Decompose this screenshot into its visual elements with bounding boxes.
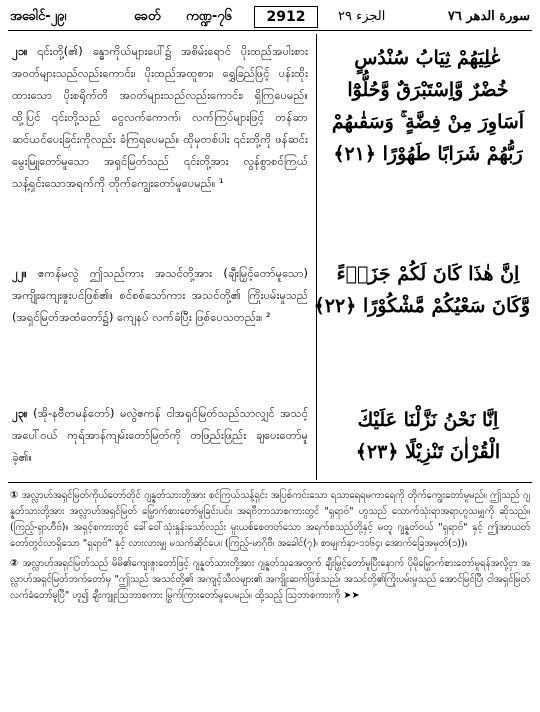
header-chapter: ကဏ္ဍ-၇၆ <box>186 9 232 24</box>
arabic-line: الْقُرْاٰنَ تَنْزِيْلًا ﴿٢٣﴾ <box>355 441 501 463</box>
footnote-1 <box>10 488 530 552</box>
verse-translation-23 <box>12 402 308 468</box>
arabic-line: اِنَّا نَحْنُ نَزَّلْنَا عَلَيْكَ <box>357 409 499 431</box>
header-rule <box>8 30 532 31</box>
arabic-verse-23 <box>326 404 530 468</box>
verse-number: ၂၂။ <box>12 266 27 280</box>
arabic-line: وَّكَانَ سَعْيُكُمْ مَّشْكُوْرًا ﴿٢٢﴾ <box>313 295 530 317</box>
arabic-line: عٰلِيَهُمْ ثِيَابُ سُنْدُسٍ <box>354 47 502 69</box>
verse-text: (အို-နဗီတမန်တော်) မလွဲဧကန် ငါအရှင်မြတ်သည်သာလျှင် အသင့်အပေါ်ဝယ် ကုရ်အာန်ကျမ်းတော်မြတ်ကို တဖြည်းဖြည်း ချပေးတော်မူခဲ့၏။ <box>12 406 308 464</box>
arabic-line: اِنَّ هٰذَا كَانَ لَكُمْ جَزَاۤءً <box>336 263 520 285</box>
footnote-2 <box>10 556 530 604</box>
verse-number: ၂၃။ <box>12 406 28 420</box>
column-divider <box>316 34 317 480</box>
verse-text: ၎င်းတို့(၏) ခန္ဓာကိုယ်များပေါ်၌ အစိမ်းရောင် ပိုးထည်အပါးစား အဝတ်များသည်လည်းကောင်း၊ ပိုးထည်အထူစား၊ ရွှေခြည်ဖြင့် ပန်းထိုးထားသော ပိုးစရိုက်တိ အဝတ်များသည်လည်းကောင်း၊ ရှိကြပေမည်။ ထို့ပြင် ၎င်းတို့သည် ငွေလက်ကောက်၊ လက်ကြပ်များဖြင့် တန်ဆာဆင်ယင်ပေးခြင်းကိုလည်း ခံကြရပေမည်။ ထိုမှတစ်ပါး ၎င်းတို့ကို ဖန်ဆင်းမွေးမြူတော်မူသော အရှင်မြတ်သည် ၎င်းတို့အား လွန်စွာစင်ကြယ် သန့်ရှင်းသောအရက်ကို တိုက်ကျွေးတော်မူပေမည်။ ¹ <box>12 44 308 190</box>
footnote-mark: ② <box>10 558 19 569</box>
arabic-verse-21 <box>326 42 530 170</box>
arabic-line: اَسَاوِرَ مِنْ فِضَّةٍ ۚ وَسَقٰىهُمْ <box>331 111 525 133</box>
page-number: 2912 <box>254 6 318 28</box>
footnote-mark: ① <box>10 490 19 501</box>
verse-text: ဧကန်မလွဲ ဤသည်ကား အသင်တို့အား (ချီးမြှင့်တော်မူသော) အကျိုးကျေးဇူးပင်ဖြစ်၏။ စင်စစ်သော်ကား အသင်တို့၏ ကြိုးပမ်းမှုသည် (အရှင်မြတ်အထံတော်၌) ကျေနပ် လက်ခံပြီး ဖြစ်ပေသတည်း။ ² <box>12 266 308 324</box>
footnotes <box>10 488 530 608</box>
header-surah: سورة الدهر ٧٦ <box>447 9 530 24</box>
verse-translation-22 <box>12 262 308 328</box>
header-juz: الجزء ٢٩ <box>338 9 386 24</box>
verse-number: ၂၁။ <box>12 44 28 58</box>
footnote-text: အလ္လာဟ်အရှင်မြတ်သည် မိမိ၏ကျေးဇူးတော်ဖြင့် ဂျန္နတ်သားတို့အား ဂျန္နတ်သုခအတွက် ချီးမြှင့်တော်မူပြီးနောက် ပိုမိုမြှောက်စားတော်မူရန်အလို့ငှာ အလ္လာဟ်အရှင်မြတ်ဘက်တော်မှ "ဤသည် အသင်တို့၏ အကျင့်သီလများ၏ အကျိုးဆက်ဖြစ်သည်၊ အသင်တို့၏ကြိုးပမ်းမှုသည် အောင်မြင်ပြီ၊ ငါအရှင်မြတ် လက်ခံတော်မူပြီ" ဟူ၍ ချီးကျူးဩဘာစကား မြွက်ကြားတော်မူပေမည်။ ထို့သည့် ဩဘာစကားကို ➤➤ <box>10 558 531 601</box>
footnote-text: အလ္လာဟ်အရှင်မြတ်ကိုယ်တော်တိုင် ဂျန္နတ်သားတို့အား စင်ကြယ်သန့်ရှင်း အပြစ်ကင်းသော ရသာရေရမကာရေကို တိုက်ကျွေးတော်မူမည်။ ဤသည် ဂျန္နတ်သားတို့အား အလ္လာဟ်အရှင်မြတ် မြှောက်စားတော်မူခြင်းပင်။ အရဗီဘာသာစကားတွင် "ရှရာဗ်" ဟူသည် သောက်သုံးရာအရာဟူသမျှကို ဆိုသည်။ (ကြည့်-ရှာဟီဗ်)။ အရှင့်စကားတွင် ခေါ်ဝေါ်သုံးနှုန်းသော်လည်း မူးယစ်စေတတ်သော အရက်စသည်တို့နှင့် မတူ ဂျန္နတ်ဝယ် "ရှရာဗ်" နှင့် ဤအာယတ်တော်တွင်လာရှိသော "ရှရာဗ်" နှင့် လားလားမျှ မသက်ဆိုင်ပေ။ (ကြည့်-မာဂိုဗီ၊ အခေါင်(၇)၊ စာမျက်နှာ-၁၁၆၄၊ အောက်ခြေအမှတ်(၁))။ <box>10 490 530 549</box>
footnote-rule <box>8 482 532 483</box>
arabic-line: رَبُّهُمْ شَرَابًا طَهُوْرًا ﴿٢١﴾ <box>333 143 523 165</box>
arabic-line: خُضْرٌ وَّاِسْتَبْرَقٌ وَّحُلُّوْٓا <box>347 79 509 101</box>
verse-translation-21 <box>12 40 308 194</box>
page-header <box>8 6 532 28</box>
header-section: ခေတ် <box>134 9 161 24</box>
header-volume: အခေါင်-၂၉၊ <box>10 9 67 24</box>
arabic-verse-22 <box>313 258 530 322</box>
